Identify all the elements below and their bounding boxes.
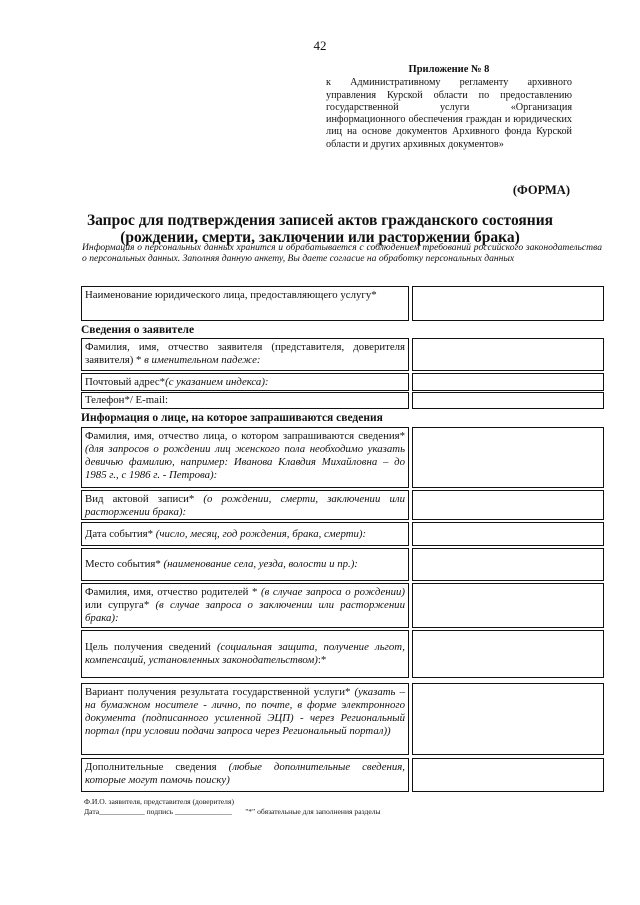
page-number: 42 — [313, 38, 327, 53]
section-person: Информация о лице, на которое запрашиваются сведения — [81, 412, 383, 424]
event-place-label: Место события* — [85, 558, 164, 570]
form-row-event-place — [81, 548, 604, 581]
delivery-label: Вариант получения результата государственной услуги* — [85, 686, 355, 698]
postal-note: (с указанием индекса): — [165, 375, 269, 388]
parents-label: Фамилия, имя, отчество родителей * — [85, 586, 262, 598]
event-place-input[interactable] — [412, 548, 604, 581]
record-type-note: (о рождении, смерти, заключении или расторжении брака): — [85, 493, 405, 518]
record-type-label: Вид актовой записи* — [85, 493, 204, 505]
delivery-input[interactable] — [412, 683, 604, 755]
purpose-note: (социальная защита, получение льгот, компенсаций, установленных законодательством) — [85, 641, 405, 666]
spouse-note: (в случае запроса о заключении или расторжении брака): — [85, 599, 405, 624]
parents-input[interactable] — [412, 583, 604, 628]
row-label-parents — [81, 583, 409, 628]
postal-input[interactable] — [412, 373, 604, 391]
appendix-heading: Приложение № 8 — [408, 64, 490, 75]
form-row-record-type — [81, 490, 604, 520]
purpose-required: :* — [317, 654, 327, 666]
event-place-note: (наименование села, уезда, волости и пр.): — [163, 558, 358, 570]
person-name-label: Фамилия, имя, отчество лица, о котором запрашиваются сведения* — [85, 430, 405, 442]
organization-input[interactable] — [412, 286, 604, 321]
form-row-phone — [81, 392, 604, 409]
form-row-delivery — [81, 683, 604, 755]
person-name-note: (для запросов о рождении лиц женского пола необходимо указать девичью фамилию, например: Иванова Клавдия Михайловна – до 1985 г., с 1986 г. - Петрова): — [85, 443, 405, 481]
person-name-input[interactable] — [412, 427, 604, 488]
applicant-name-note: в именительном падеже: — [144, 354, 261, 366]
row-label-additional — [81, 758, 409, 792]
form-row-person-name — [81, 427, 604, 488]
row-label-applicant-name — [81, 338, 409, 371]
additional-note: (любые дополнительные сведения, которые могут помочь поиску) — [85, 761, 405, 786]
appendix-block — [326, 64, 572, 151]
row-label-delivery — [81, 683, 409, 755]
form-row-event-date — [81, 522, 604, 546]
event-date-note: (число, месяц, год рождения, брака, смерти): — [155, 527, 367, 540]
form-row-postal — [81, 373, 604, 391]
title-line-2: (рождении, смерти, заключении или расторжении брака) — [120, 229, 520, 246]
title-line-1: Запрос для подтверждения записей актов гражданского состояния — [86, 212, 554, 229]
additional-input[interactable] — [412, 758, 604, 792]
appendix-text: к Административному регламенту архивного управления Курской области по предоставлению государственной услуги «Организация информационного обеспечения граждан и юридических лиц на основе документов Архивного фонда Курской области и других архивных документов» — [326, 77, 572, 150]
additional-label: Дополнительные сведения — [85, 761, 229, 773]
form-row-applicant-name — [81, 338, 604, 371]
privacy-notice: Информация о персональных данных хранится и обрабатывается с соблюдением требований российского законодательства о персональных данных. Заполняя данную анкету, Вы даете согласие на обработку персональных данных — [82, 242, 602, 265]
footer-date-signature: Дата____________ подпись _______________ "*" обязательные для заполнения разделы — [84, 807, 381, 816]
row-label-postal — [81, 373, 409, 391]
row-label-person-name — [81, 427, 409, 488]
form-row-additional — [81, 758, 604, 792]
purpose-input[interactable] — [412, 630, 604, 678]
section-applicant: Сведения о заявителе — [81, 324, 195, 336]
row-label-event-place — [81, 548, 409, 581]
form-row-purpose — [81, 630, 604, 678]
delivery-note: (указать – на бумажном носителе - лично, по почте, в форме электронного документа (подписанного усиленной ЭЦП) - через Региональный портал (при условии подачи запроса через Региональный портал)) — [85, 686, 405, 737]
row-label-event-date — [81, 522, 409, 546]
record-type-input[interactable] — [412, 490, 604, 520]
row-label-phone — [81, 392, 409, 409]
form-row-parents — [81, 583, 604, 628]
spouse-label: или супруга* — [85, 599, 156, 611]
applicant-name-input[interactable] — [412, 338, 604, 371]
row-label-organization — [81, 286, 409, 321]
event-date-label: Дата события* — [85, 527, 156, 540]
applicant-name-label: Фамилия, имя, отчество заявителя (представителя, доверителя заявителя) * — [85, 341, 405, 366]
phone-label: Телефон*/ E-mail: — [85, 394, 168, 406]
postal-label: Почтовый адрес* — [85, 375, 166, 388]
form-label: (ФОРМА) — [512, 183, 570, 197]
footer-applicant-name: Ф.И.О. заявителя, представителя (доверителя) — [84, 797, 234, 806]
parents-note: (в случае запроса о рождении) — [261, 586, 405, 598]
row-label-record-type — [81, 490, 409, 520]
purpose-label: Цель получения сведений — [85, 641, 217, 653]
row-label-purpose — [81, 630, 409, 678]
form-row-organization — [81, 286, 604, 321]
document-title — [60, 212, 580, 246]
event-date-input[interactable] — [412, 522, 604, 546]
organization-label: Наименование юридического лица, предоставляющего услугу* — [85, 289, 377, 301]
phone-input[interactable] — [412, 392, 604, 409]
